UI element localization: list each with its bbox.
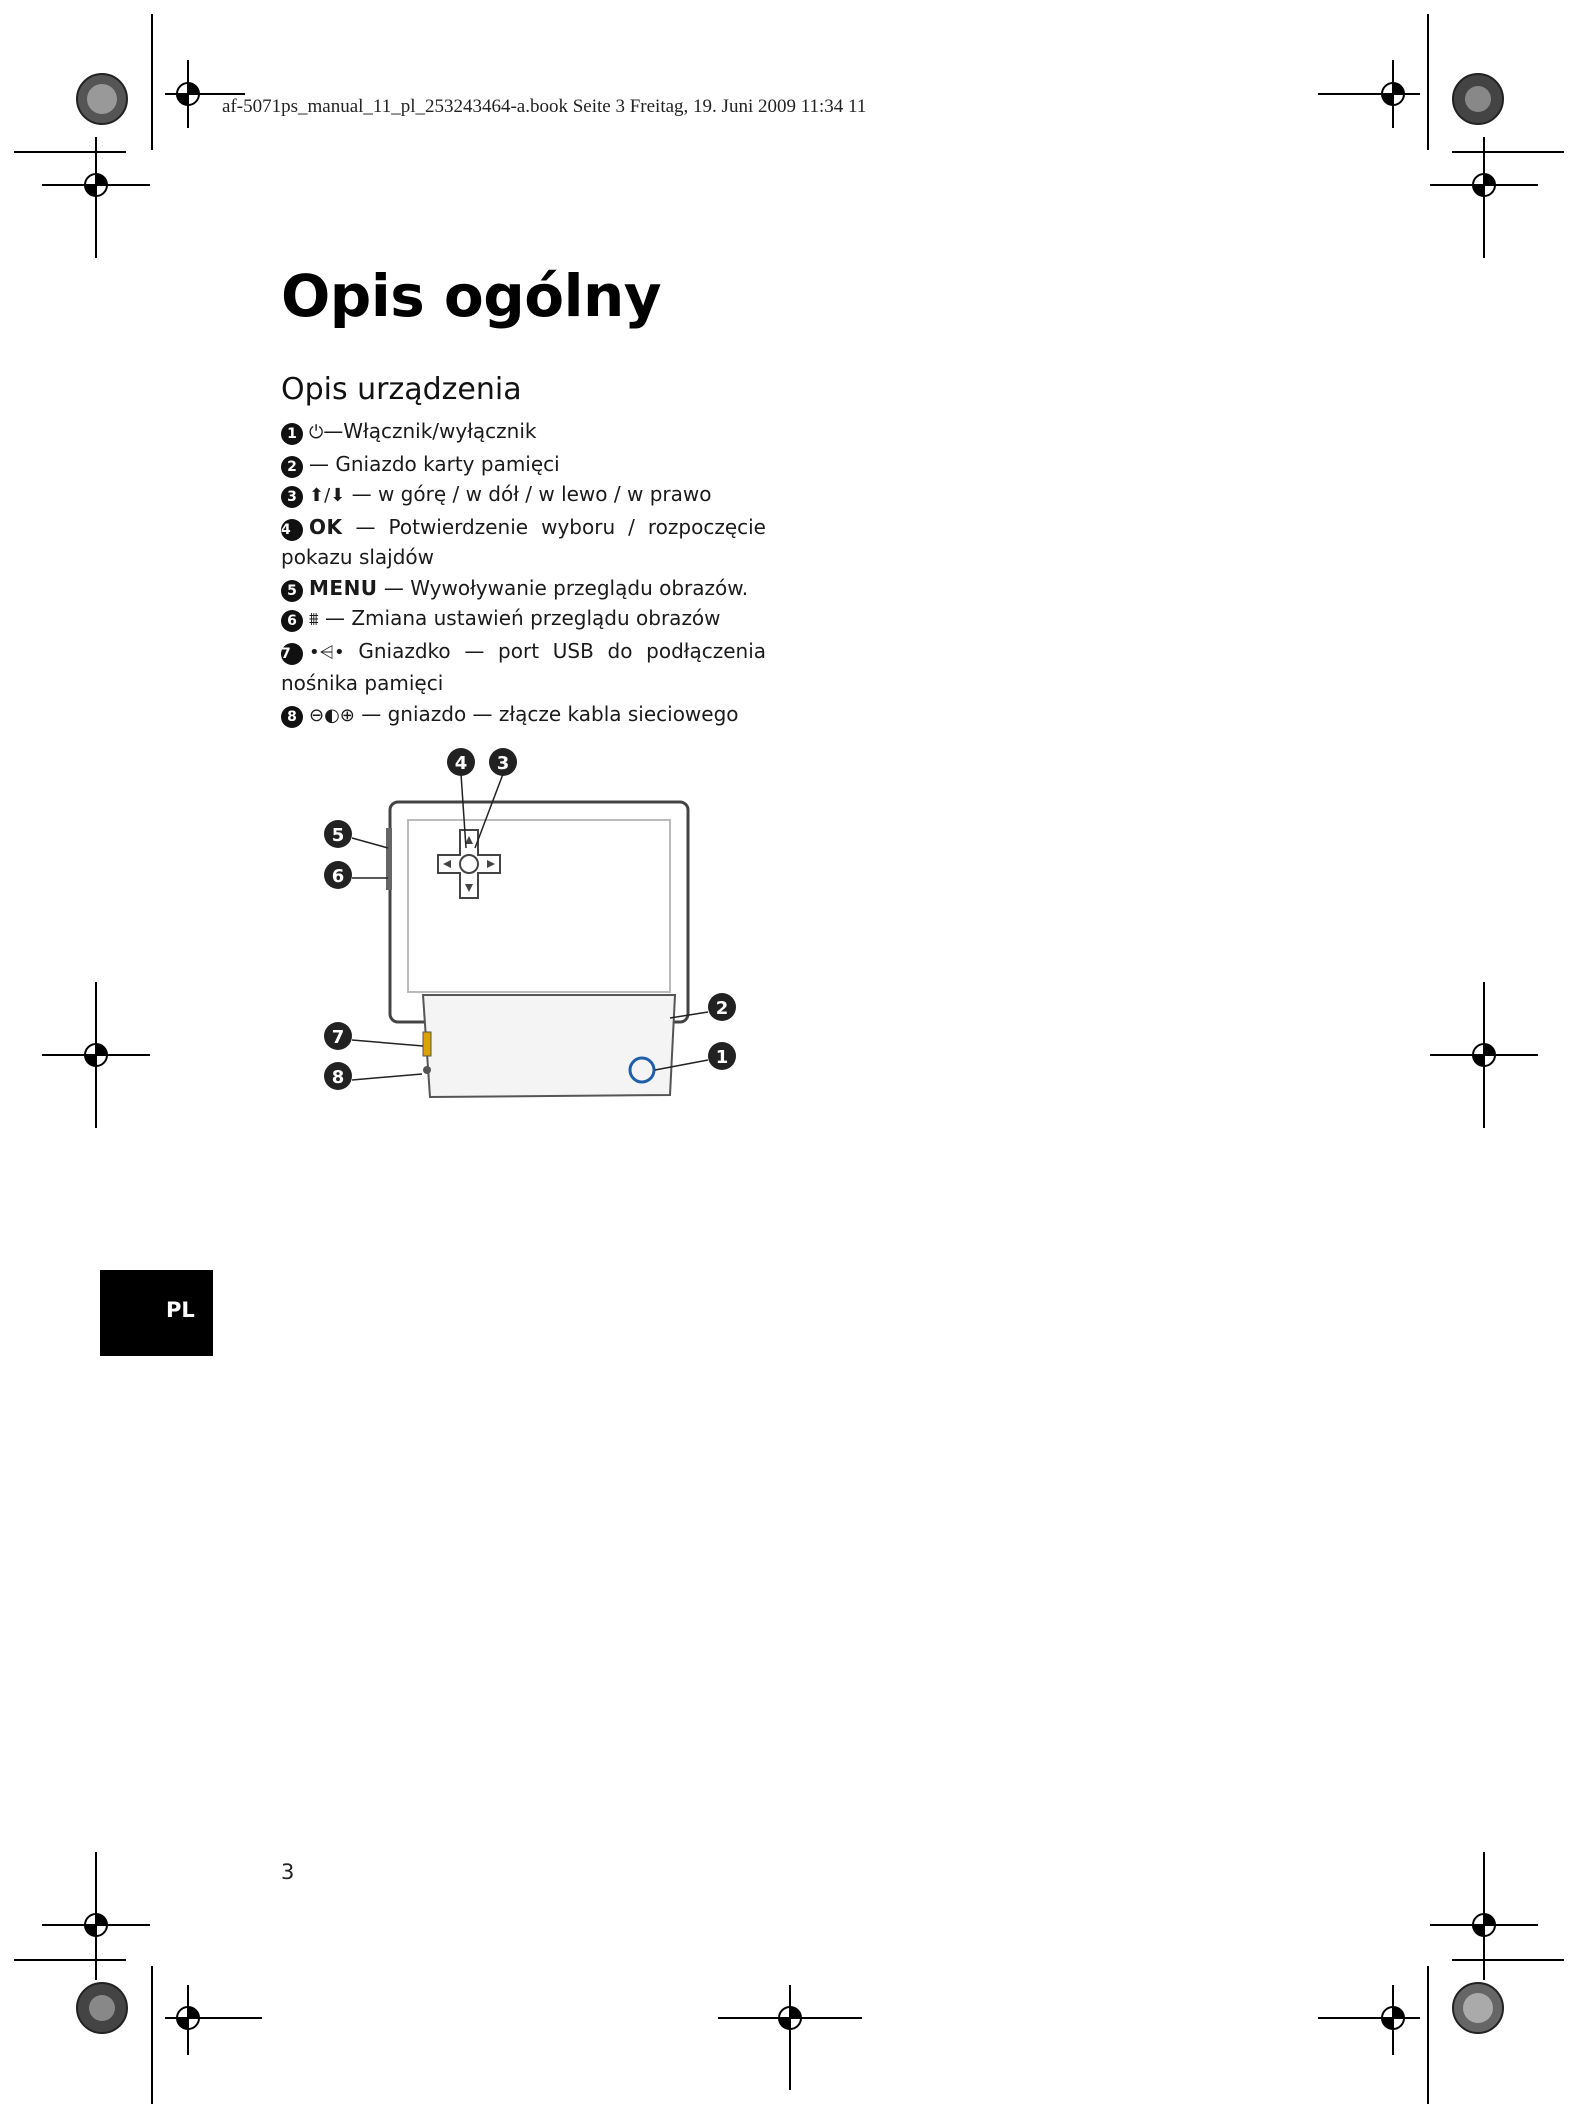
callout-7: 7: [331, 1027, 345, 1048]
callout-6: 6: [331, 866, 345, 887]
item-text: — gniazdo — złącze kabla sieciowego: [354, 701, 739, 726]
language-tab: [100, 1270, 213, 1356]
menu-keyword: MENU: [309, 575, 378, 600]
item-text: — w górę / w dół / w lewo / w prawo: [345, 482, 712, 506]
device-description-list: [281, 416, 766, 731]
callout-number: 4: [281, 519, 303, 541]
list-item: [281, 636, 766, 699]
item-text: — Wywoływanie przeglądu obrazów.: [377, 575, 749, 600]
dc-polarity-icon: ⊖◐⊕: [309, 704, 355, 726]
callout-2: 2: [715, 998, 729, 1019]
list-item: [281, 479, 766, 512]
callout-5: 5: [331, 825, 345, 846]
callout-8: 8: [331, 1067, 345, 1088]
settings-icon: ⩩: [309, 609, 319, 630]
callout-number: 7: [281, 643, 303, 665]
device-diagram: [300, 740, 760, 1130]
power-socket: [423, 1066, 431, 1074]
side-buttons: [386, 828, 392, 890]
callout-number: 6: [281, 610, 303, 632]
item-text: Gniazdko — port USB do podłączenia nośnika pamięci: [281, 638, 766, 695]
file-header-line: af-5071ps_manual_11_pl_253243464-a.book Seite 3 Freitag, 19. Juni 2009 11:34 11: [222, 96, 867, 117]
item-text: — Gniazdo karty pamięci: [309, 451, 560, 476]
ok-keyword: OK: [309, 514, 343, 539]
section-heading: Opis urządzenia: [281, 372, 522, 407]
callout-number: 5: [281, 580, 303, 602]
power-icon: ⏻: [309, 422, 324, 443]
screen-area: [408, 820, 670, 992]
list-item: [281, 512, 766, 573]
callout-number: 3: [281, 486, 303, 508]
language-tab-label: PL: [166, 1298, 195, 1322]
list-item: [281, 603, 766, 636]
item-text: — Potwierdzenie wyboru / rozpoczęcie pokazu slajdów: [281, 514, 766, 569]
callout-3: 3: [496, 753, 510, 774]
list-item: [281, 699, 766, 732]
list-item: [281, 573, 766, 604]
callout-1: 1: [715, 1047, 729, 1068]
page-title: Opis ogólny: [281, 262, 662, 330]
callout-number: 2: [281, 456, 303, 478]
up-down-arrows-icon: ⬆/⬇: [309, 485, 346, 506]
list-item: [281, 416, 766, 449]
callout-number: 8: [281, 706, 303, 728]
usb-port: [423, 1032, 431, 1056]
callout-4: 4: [454, 753, 468, 774]
item-text: — Zmiana ustawień przeglądu obrazów: [318, 606, 721, 630]
list-item: [281, 449, 766, 480]
usb-icon: •⩤•: [309, 641, 345, 663]
item-text: —Włącznik/wyłącznik: [323, 419, 537, 443]
callout-number: 1: [281, 423, 303, 445]
page-number: 3: [281, 1860, 295, 1884]
